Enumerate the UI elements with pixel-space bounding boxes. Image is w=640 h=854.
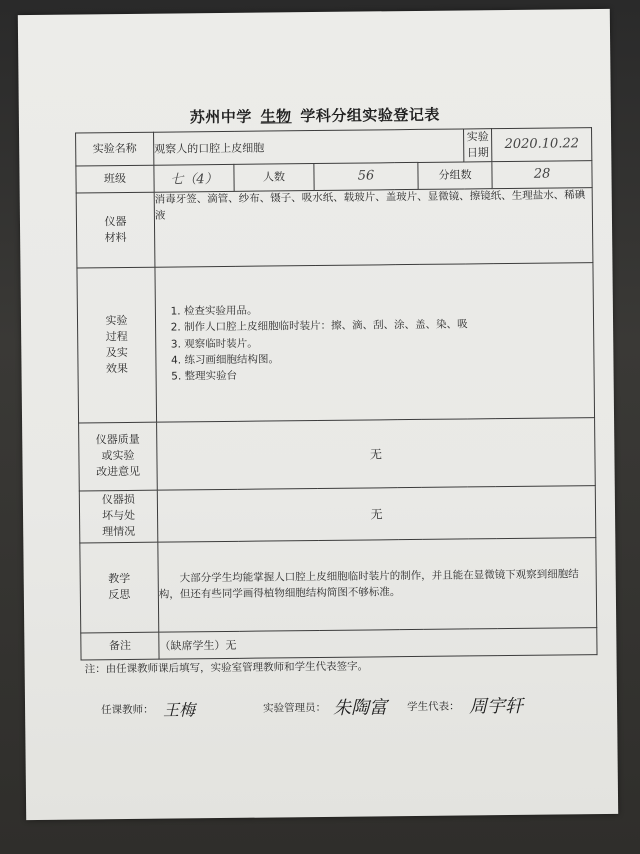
damage-label: 仪器损 坏与处 理情况 (79, 490, 158, 543)
step-item: 5. 整理实验台 (185, 364, 594, 385)
class-label: 班级 (76, 165, 154, 193)
equipment-value: 消毒牙签、滴管、纱布、镊子、吸水纸、载玻片、盖玻片、显微镜、擦镜纸、生理盐水、稀碘液 (154, 187, 593, 267)
reflection-label: 教学 反思 (80, 542, 159, 633)
step-item: 2. 制作人口腔上皮细胞临时装片：擦、滴、刮、涂、盖、染、吸 (184, 316, 593, 337)
equipment-label: 仪器 材料 (76, 192, 155, 268)
teacher-signature: 王梅 (162, 700, 196, 720)
experiment-name-value: 观察人的口腔上皮细胞 (154, 129, 464, 165)
footnote: 注：由任课教师课后填写，实验室管理教师和学生代表签字。 (84, 660, 369, 676)
row-quality (79, 417, 596, 490)
school-name: 苏州中学 (189, 107, 252, 127)
row-equipment (76, 187, 593, 267)
row-experiment-name (76, 128, 592, 166)
experiment-form (75, 127, 598, 660)
count-value: 56 (314, 162, 418, 190)
groups-value: 28 (492, 160, 592, 188)
count-label: 人数 (234, 163, 314, 191)
groups-label: 分组数 (418, 162, 492, 190)
title-suffix: 学科分组实验登记表 (300, 105, 440, 126)
row-reflection (80, 537, 597, 632)
page-title (19, 102, 611, 129)
manager-signature: 朱陶富 (332, 697, 388, 719)
signature-row (101, 689, 581, 734)
process-value (155, 262, 595, 422)
class-value: 七（4） (154, 164, 234, 192)
teacher-label: 任课教师： (101, 703, 154, 717)
manager-label: 实验管理员： (263, 701, 327, 715)
student-signature: 周宇轩 (468, 695, 524, 718)
experiment-name-label: 实验名称 (76, 132, 154, 166)
quality-value: 无 (157, 417, 596, 490)
damage-value: 无 (157, 485, 596, 542)
experiment-date-value: 2020.10.22 (492, 128, 592, 162)
step-item: 3. 观察临时装片。 (184, 332, 593, 353)
step-item: 1. 检查实验用品。 (184, 299, 593, 320)
subject-name: 生物 (260, 107, 292, 126)
row-damage (79, 485, 596, 542)
row-remarks (81, 627, 597, 659)
document-sheet (18, 9, 618, 820)
experiment-date-label: 实验 日期 (464, 129, 492, 162)
student-label: 学生代表： (407, 700, 460, 714)
process-label: 实验 过程 及实 效果 (77, 267, 157, 423)
step-item: 4. 练习画细胞结构图。 (184, 348, 593, 369)
remarks-label: 备注 (81, 632, 159, 660)
remarks-value: （缺席学生）无 (159, 627, 597, 659)
row-process (77, 262, 595, 422)
reflection-value: 大部分学生均能掌握人口腔上皮细胞临时装片的制作，并且能在显微镜下观察到细胞结构，但还有些同学画得植物细胞结构简图不够标准。 (158, 537, 597, 632)
quality-label: 仪器质量 或实验 改进意见 (79, 422, 158, 491)
process-steps (156, 299, 594, 385)
